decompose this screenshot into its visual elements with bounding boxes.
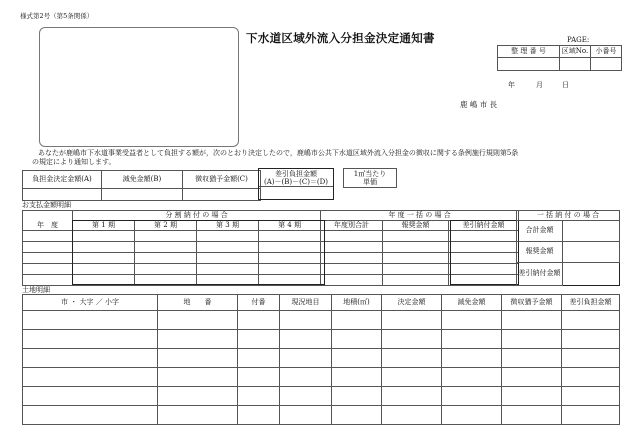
issuer: 鹿 嶋 市 長	[460, 100, 498, 109]
reg-number-header: 整 理 番 号	[498, 46, 560, 58]
net-burden-label: 差引負担金額	[275, 170, 317, 178]
annual-total-header: 年度別合計	[321, 221, 383, 231]
body-text-line-2: の規定により通知します。	[32, 158, 116, 166]
area-no-cell	[560, 58, 591, 71]
lump-sum-table	[516, 210, 620, 286]
installment-bold-frame	[72, 220, 325, 285]
lump-net-label: 差引納付金額	[517, 263, 563, 286]
reg-number-cell	[498, 58, 560, 71]
table-row	[23, 368, 620, 387]
land-header-land-use: 現況地目	[280, 295, 332, 311]
date-year-label: 年	[508, 81, 515, 89]
land-header-reduction: 減免金額	[442, 295, 502, 311]
net-burden-formula: (A)－(B)－(C)＝(D)	[263, 178, 328, 186]
body-text-line-1: あなたが鹿嶋市下水道事業受益者として負担する額が，次のとおり決定したので，鹿嶋市公共下水道区域外流入分担金の徴収に関する条例施行規則第5条	[38, 149, 519, 157]
unit-price-label-2: 単価	[363, 178, 377, 186]
annual-net-header: 差引納付金額	[449, 221, 519, 231]
decided-amount-header: 負担金決定金額(A)	[23, 171, 102, 189]
table-row	[23, 406, 620, 425]
table-row	[23, 311, 620, 330]
lump-sum-header: 一 括 納 付 の 場 合	[517, 211, 620, 221]
lump-net-cell	[563, 263, 620, 286]
year-header: 年 度	[23, 221, 73, 231]
deferral-amount-cell	[183, 189, 261, 201]
lump-total-label: 合計金額	[517, 221, 563, 242]
land-table	[22, 294, 620, 425]
page-label: PAGE:	[567, 36, 590, 44]
period-3-header: 第 3 期	[197, 221, 259, 231]
table-row	[23, 387, 620, 406]
annual-net-bold-frame	[450, 220, 519, 285]
sub-number-header: 小番号	[591, 46, 622, 58]
land-header-lot: 地 番	[158, 295, 238, 311]
land-header-area: 地積(㎡)	[332, 295, 382, 311]
reduction-amount-header: 減免金額(B)	[102, 171, 183, 189]
lump-total-cell	[563, 221, 620, 242]
land-header-suffix: 付番	[238, 295, 280, 311]
registration-number-table	[497, 45, 622, 71]
sub-number-cell	[591, 58, 622, 71]
annual-header: 年 度 一 括 の 場 合	[321, 211, 519, 221]
land-header-deferral: 徴収猶予金額	[502, 295, 562, 311]
payment-section-title: お支払金額明細	[22, 201, 71, 209]
period-1-header: 第 1 期	[73, 221, 135, 231]
form-number: 様式第2号（第5条関係）	[20, 12, 94, 20]
land-header-decided: 決定金額	[382, 295, 442, 311]
unit-price-label-1: 1㎡当たり	[353, 170, 387, 178]
table-row	[23, 330, 620, 349]
period-4-header: 第 4 期	[259, 221, 321, 231]
page-title: 下水道区域外流入分担金決定通知書	[246, 31, 435, 45]
land-section-title: 土地明細	[22, 286, 50, 294]
unit-price-box	[343, 168, 397, 188]
address-window	[39, 27, 239, 147]
date-day-label: 日	[562, 81, 569, 89]
lump-reward-label: 報奨金額	[517, 242, 563, 263]
deferral-amount-header: 徴収猶予金額(C)	[183, 171, 261, 189]
area-no-header: 区域No.	[560, 46, 591, 58]
year-header-top	[23, 211, 73, 221]
summary-table	[22, 170, 261, 201]
lump-reward-cell	[563, 242, 620, 263]
annual-reward-header: 報奨金額	[383, 221, 449, 231]
reduction-amount-cell	[102, 189, 183, 201]
land-header-location: 市 ・ 大字 ／ 小字	[23, 295, 158, 311]
land-header-net: 差引負担金額	[562, 295, 620, 311]
decided-amount-cell	[23, 189, 102, 201]
date-month-label: 月	[536, 81, 543, 89]
net-burden-box	[258, 168, 334, 200]
installment-header: 分 割 納 付 の 場 合	[73, 211, 321, 221]
period-2-header: 第 2 期	[135, 221, 197, 231]
table-row	[23, 349, 620, 368]
